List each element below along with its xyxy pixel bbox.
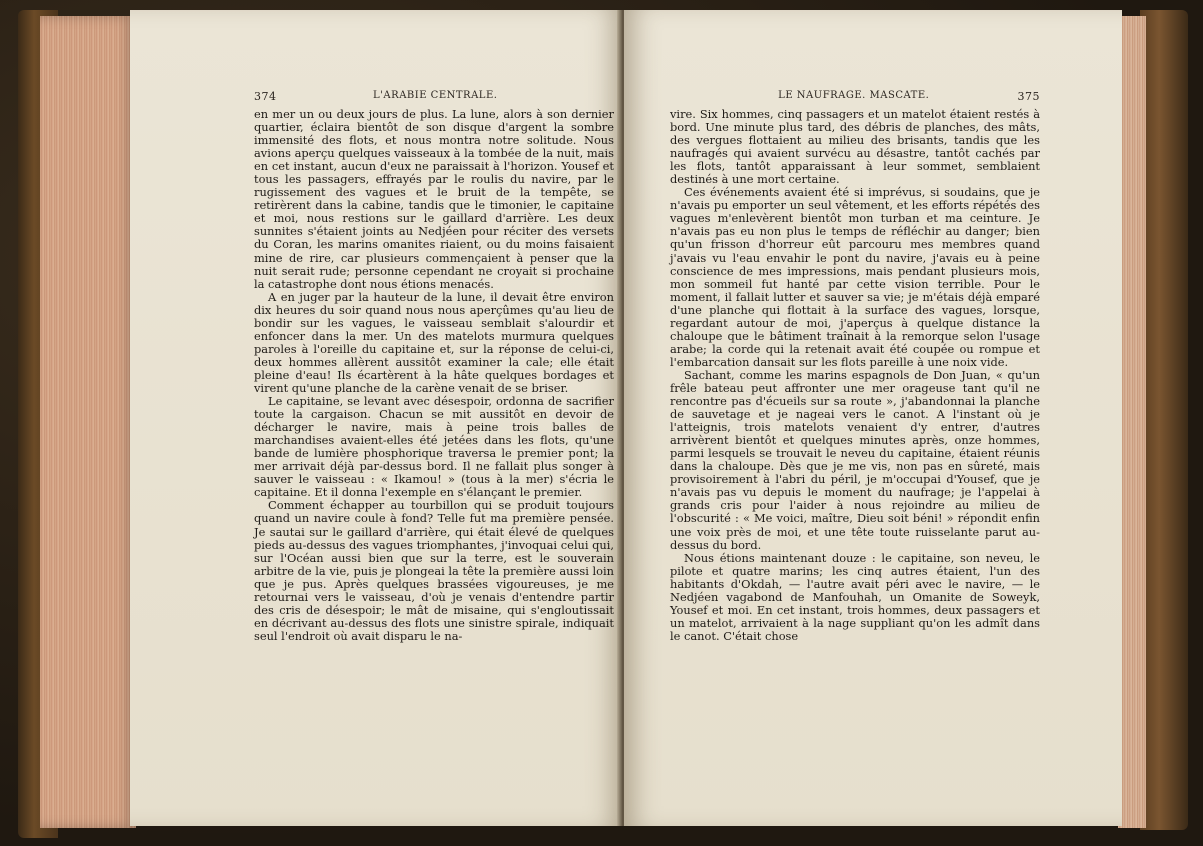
page-edges-right <box>1118 16 1146 828</box>
page-number: 375 <box>1017 90 1040 103</box>
running-head: L'ARABIE CENTRALE. <box>373 90 498 101</box>
paragraph: A en juger par la hauteur de la lune, il devait être environ dix heures du soir quand nous nous aperçûmes qu'au lieu de bondir sur les vagues, le vaisseau semblait s'alourdir et enfoncer dans la mer. Un des matelots murmura quelques paroles à l'oreille du capitaine et, sur la réponse de celui-ci, deux hommes allèrent aussitôt examiner la cale; elle était pleine d'eau! Ils écartèrent à la hâte quelques bordages et virent qu'une planche de la carène venait de se briser. <box>254 289 614 395</box>
paragraph: Le capitaine, se levant avec désespoir, ordonna de sacrifier toute la cargaison. Chacun se mit aussitôt en devoir de décharger le navire, mais à peine trois balles de marchandises avaient-elles été jetées dans les flots, qu'une bande de lumière phosphorique traversa le premier pont; la mer arrivait déjà par-dessus bord. Il ne fallait plus songer à sauver le vaisseau : « Ikamou! » (tous à la mer) s'écria le capitaine. Et il donna l'exemple en s'élançant le premier. <box>254 394 614 500</box>
right-page-header <box>670 90 1040 103</box>
book-cover-right <box>1140 10 1188 830</box>
paragraph: Nous étions maintenant douze : le capitaine, son neveu, le pilote et quatre marins; les cinq autres étaient, l'un des habitants d'Okdah, — l'autre avait péri avec le navire, — le Nedjéen vagabond de Manfouhah, un Omanite de Soweyk, Yousef et moi. En cet instant, trois hommes, deux passagers et un matelot, arrivaient à la nage suppliant qu'on les admît dans le canot. C'était chose <box>670 550 1040 643</box>
paragraph: Ces événements avaient été si imprévus, si soudains, que je n'avais pu emporter un seul vêtement, et les efforts répétés des vagues m'enlevèrent bientôt mon turban et ma ceinture. Je n'avais pas eu non plus le temps de réfléchir au danger; bien qu'un frisson d'horreur eût parcouru mes membres quand j'avais vu l'eau envahir le pont du navire, j'avais eu à peine conscience de mes impressions, mais pendant plusieurs mois, mon sommeil fut hanté par cette vision terrible. Pour le moment, il fallait lutter et sauver sa vie; je m'étais déjà emparé d'une planche qui flottait à la surface des vagues, lorsque, regardant autour de moi, j'aperçus à quelque distance la chaloupe que le bâtiment traînait à la remorque selon l'usage arabe; la corde qui la retenait avait été coupée ou rompue et l'embarcation dansait sur les flots pareille à une noix vide. <box>670 185 1040 369</box>
left-page-body <box>254 108 614 643</box>
left-page <box>130 10 622 826</box>
paragraph: en mer un ou deux jours de plus. La lune, alors à son dernier quartier, éclaira bientôt de son disque d'argent la sombre immensité des flots, et nous montra notre solitude. Nous avions aperçu quelques vaisseaux à la tombée de la nuit, mais en cet instant, aucun d'eux ne paraissait à l'horizon. Yousef et tous les passagers, effrayés par le roulis du navire, par le rugissement des vagues et le bruit de la tempête, se retirèrent dans la cabine, tandis que le timonier, le capitaine et moi, nous restions sur le gaillard d'arrière. Les deux sunnites s'étaient joints au Nedjéen pour réciter des versets du Coran, les marins omanites riaient, ou du moins faisaient mine de rire, car plusieurs commençaient à penser que la nuit serait rude; personne cependant ne croyait si prochaine la catastrophe dont nous étions menacés. <box>254 107 614 291</box>
paragraph: Comment échapper au tourbillon qui se produit toujours quand un navire coule à fond? Telle fut ma première pensée. Je sautai sur le gaillard d'arrière, qui était élevé de quelques pieds au-dessus des vagues triomphantes, j'invoquai celui qui, sur l'Océan aussi bien que sur la terre, est le souverain arbitre de la vie, puis je plongeai la tête la première aussi loin que je pus. Après quelques brassées vigoureuses, je me retournai vers le vaisseau, d'où je venais d'entendre partir des cris de désespoir; le mât de misaine, qui s'engloutissait en décrivant au-dessus des flots une sinistre spirale, indiquait seul l'endroit où avait disparu le na- <box>254 498 614 643</box>
page-edges-left <box>40 16 136 828</box>
paragraph: vire. Six hommes, cinq passagers et un matelot étaient restés à bord. Une minute plus tard, des débris de planches, des mâts, des vergues flottaient au milieu des brisants, tandis que les naufragés qui avaient survécu au désastre, tantôt cachés par les flots, tantôt apparaissant à leur sommet, semblaient destinés à une mort certaine. <box>670 107 1040 187</box>
right-page <box>624 10 1122 826</box>
left-page-header <box>254 90 614 103</box>
running-head: LE NAUFRAGE. MASCATE. <box>778 90 930 101</box>
page-number: 374 <box>254 90 277 103</box>
right-page-body <box>670 108 1040 643</box>
paragraph: Sachant, comme les marins espagnols de Don Juan, « qu'un frêle bateau peut affronter une mer orageuse tant qu'il ne rencontre pas d'écueils sur sa route », j'abandonnai la planche de sauvetage et je nageai vers le canot. A l'instant où je l'atteignis, trois matelots venaient d'y entrer, d'autres arrivèrent bientôt et quelques minutes après, onze hommes, parmi lesquels se trouvait le neveu du capitaine, étaient réunis dans la chaloupe. Dès que je me vis, non pas en sûreté, mais provisoirement à l'abri du péril, je m'occupai d'Yousef, que je n'avais pas vu depuis le moment du naufrage; je l'appelai à grands cris pour l'aider à nous rejoindre au milieu de l'obscurité : « Me voici, maître, Dieu soit béni! » répondit enfin une voix près de moi, et une tête toute ruisselante parut au-dessus du bord. <box>670 367 1040 552</box>
